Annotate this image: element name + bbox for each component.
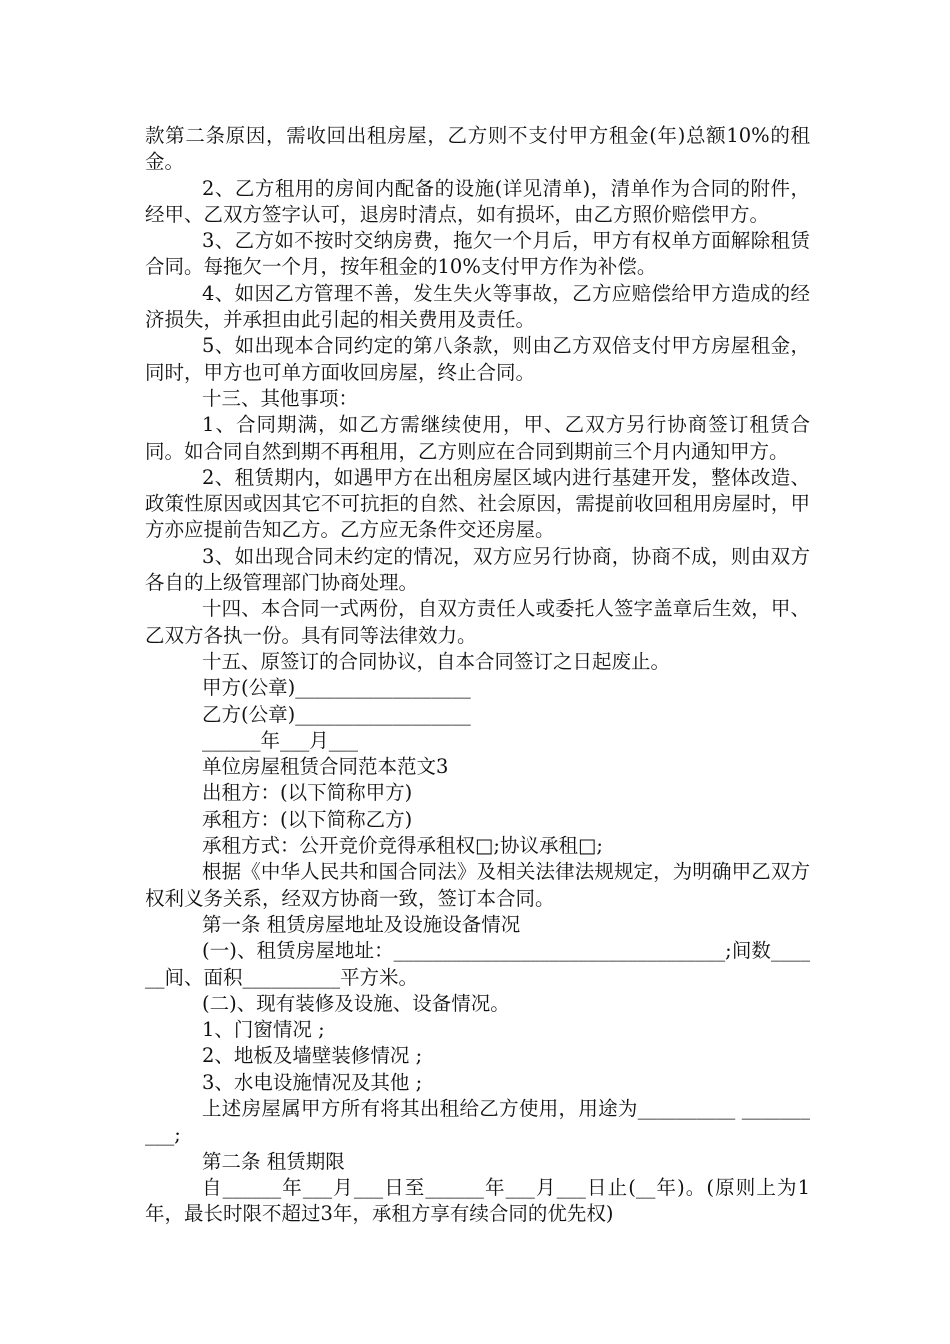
paragraph-8: 2、租赁期内，如遇甲方在出租房屋区域内进行基建开发，整体改造、政策性原因或因其它不可抗拒的自然、社会原因，需提前收回租用房屋时，甲方亦应提前告知乙方。乙方应无条件交还房屋。 — [145, 465, 810, 542]
section-14: 十四、本合同一式两份，自双方责任人或委托人签字盖章后生效，甲、乙双方各执一份。具有同等法律效力。 — [145, 597, 810, 647]
address-line: (一)、租赁房屋地址：__________________________________;间数______间、面积__________平方米。 — [145, 939, 810, 989]
paragraph-7: 1、合同期满，如乙方需继续使用，甲、乙双方另行协商签订租赁合同。如合同自然到期不再租用，乙方则应在合同到期前三个月内通知甲方。 — [145, 413, 810, 463]
paragraph-5: 5、如出现本合同约定的第八条款，则由乙方双倍支付甲方房屋租金，同时，甲方也可单方面收回房屋，终止合同。 — [145, 334, 810, 384]
date-line: ______年___月___ — [202, 728, 359, 752]
lease-method-line: 承租方式：公开竞价竞得承租权□;协议承租□; — [202, 834, 603, 858]
document-body — [145, 123, 810, 1227]
facilities-heading: (二)、现有装修及设施、设备情况。 — [202, 991, 510, 1015]
paragraph-9: 3、如出现合同未约定的情况，双方应另行协商，协商不成，则由双方各自的上级管理部门协商处理。 — [145, 544, 810, 595]
article-1-heading: 第一条 租赁房屋地址及设施设备情况 — [202, 912, 521, 936]
usage-line: 上述房屋属甲方所有将其出租给乙方使用，用途为__________ __________; — [145, 1096, 810, 1147]
lease-term-line: 自______年___月___日至______年___月___日止(__年)。(原则上为1年，最长时限不超过3年，承租方享有续合同的优先权) — [145, 1175, 810, 1226]
section-heading-13: 十三、其他事项： — [202, 386, 359, 410]
paragraph-3: 3、乙方如不按时交纳房费，拖欠一个月后，甲方有权单方面解除租赁合同。每拖欠一个月，按年租金的10%支付甲方作为补偿。 — [145, 229, 810, 279]
utilities-line: 3、水电设施情况及其他 ; — [202, 1070, 423, 1094]
floor-wall-line: 2、地板及墙壁装修情况 ; — [202, 1044, 423, 1068]
paragraph-1: 款第二条原因，需收回出租房屋，乙方则不支付甲方租金(年)总额10%的租金。 — [145, 124, 810, 174]
party-b-seal-line: 乙方(公章)__________________ — [202, 702, 471, 726]
lessee-line: 承租方：(以下简称乙方) — [202, 807, 413, 831]
section-15: 十五、原签订的合同协议，自本合同签订之日起废止。 — [202, 649, 671, 673]
doors-windows-line: 1、门窗情况 ; — [202, 1018, 325, 1042]
paragraph-4: 4、如因乙方管理不善，发生失火等事故，乙方应赔偿给甲方造成的经济损失，并承担由此引起的相关费用及责任。 — [145, 281, 810, 332]
lessor-line: 出租方：(以下简称甲方) — [202, 781, 413, 805]
article-2-heading: 第二条 租赁期限 — [202, 1149, 345, 1173]
party-a-seal-line: 甲方(公章)__________________ — [202, 676, 471, 700]
paragraph-2: 2、乙方租用的房间内配备的设施(详见清单)，清单作为合同的附件，经甲、乙双方签字认可，退房时清点，如有损坏，由乙方照价赔偿甲方。 — [145, 176, 810, 226]
preamble: 根据《中华人民共和国合同法》及相关法律法规规定，为明确甲乙双方权利义务关系，经双方协商一致，签订本合同。 — [145, 860, 810, 910]
document-title: 单位房屋租赁合同范本范文3 — [202, 755, 449, 779]
